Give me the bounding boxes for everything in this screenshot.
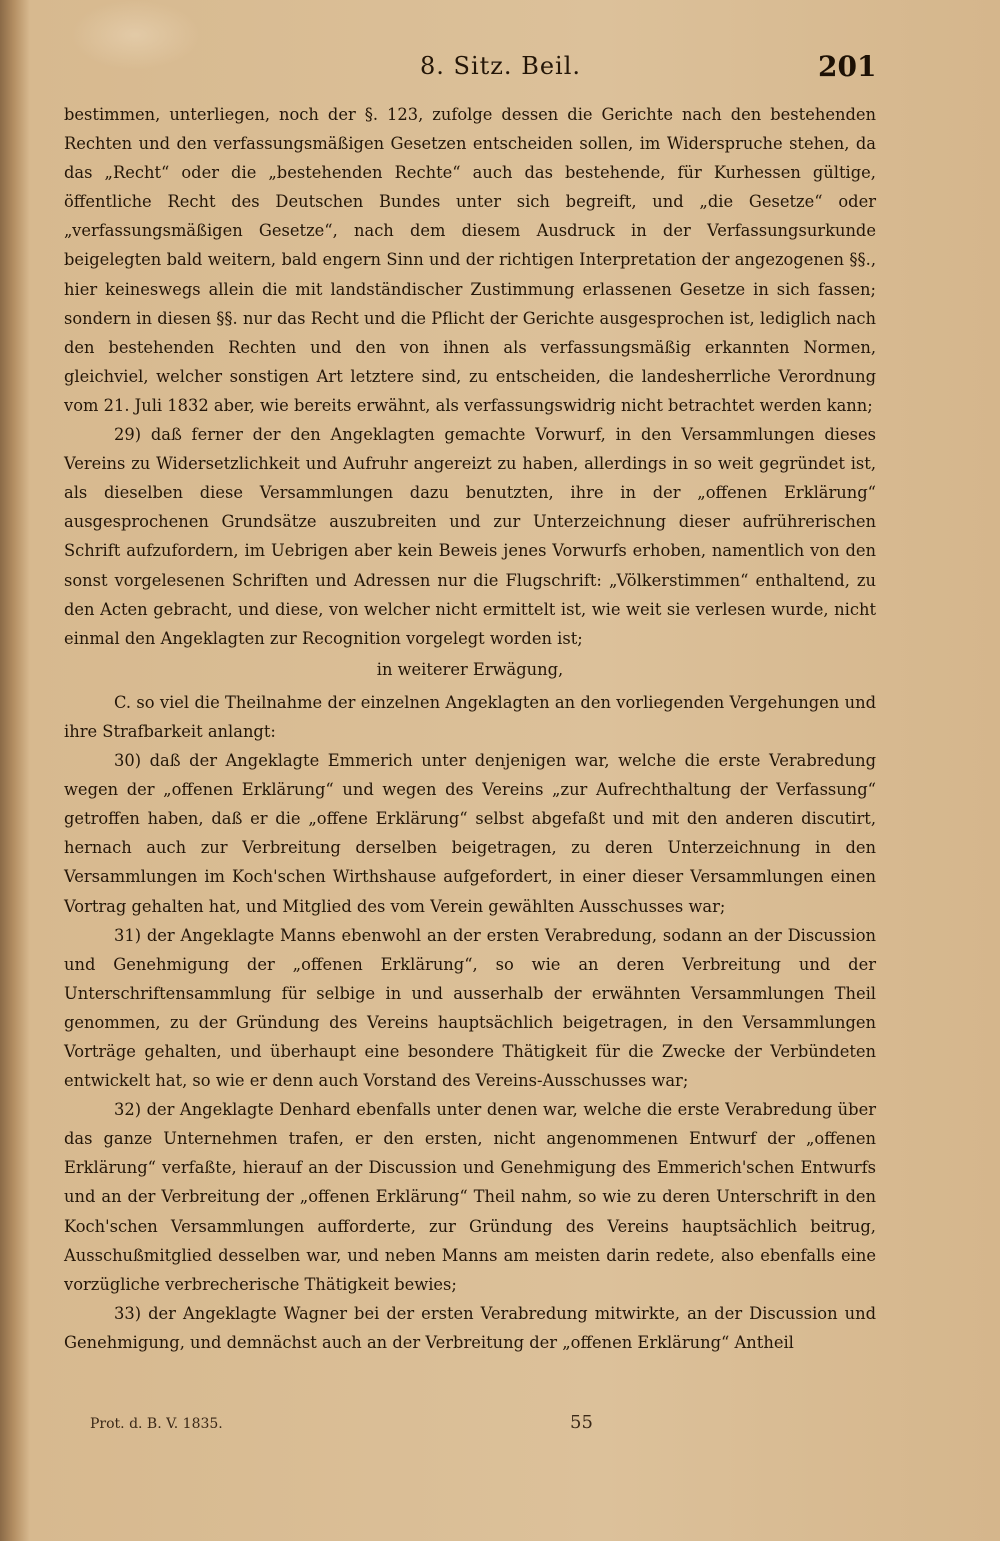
- paragraph-continuation: bestimmen, unterliegen, noch der §. 123, zufolge dessen die Gerichte nach den bestehenden Rechten und den verfassungsmäßigen Gesetzen entscheiden sollen, im Widerspruche stehen, da das „Recht“ oder die „bestehenden Rechte“ auch das bestehende, für Kurhessen gültige, öffentliche Recht des Deutschen Bundes unter sich begreift, und „die Gesetze“ oder „verfassungsmäßigen Gesetze“, nach dem diesem Ausdruck in der Verfassungsurkunde beigelegten bald weitern, bald engern Sinn und der richtigen Interpretation der angezogenen §§., hier keineswegs allein die mit landständischer Zustimmung erlassenen Gesetze in sich fassen; sondern in diesen §§. nur das Recht und die Pflicht der Gerichte ausgesprochen ist, lediglich nach den bestehenden Rechten und den von ihnen als verfassungsmäßig erkannten Normen, gleichviel, welcher sonstigen Art letztere sind, zu entscheiden, die landesherrliche Verordnung vom 21. Juli 1832 aber, wie bereits erwähnt, als verfassungswidrig nicht betrachtet werden kann;: [64, 105, 876, 415]
- paragraph-33: 33) der Angeklagte Wagner bei der ersten Verabredung mitwirkte, an der Discussion und Genehmigung, und demnächst auch an der Verbreitung der „offenen Erklärung“ Antheil: [64, 1303, 876, 1352]
- body-text: [64, 100, 876, 1357]
- section-heading: in weiterer Erwägung,: [376, 659, 564, 679]
- page-header: [0, 48, 1000, 88]
- footer-source: Prot. d. B. V. 1835.: [90, 1416, 223, 1432]
- paragraph-30: 30) daß der Angeklagte Emmerich unter denjenigen war, welche die erste Verabredung wegen der „offenen Erklärung“ und wegen des Vereins „zur Aufrechthaltung der Verfassung“ getroffen haben, daß er die „offene Erklärung“ selbst abgefaßt und mit den anderen discutirt, hernach auch zur Verbreitung derselben beigetragen, zu deren Unterzeichnung in den Versammlungen im Koch'schen Wirthshause aufgefordert, in einer dieser Versammlungen einen Vortrag gehalten hat, und Mitglied des vom Verein gewählten Ausschusses war;: [64, 751, 876, 916]
- running-head: 8. Sitz. Beil.: [420, 52, 582, 80]
- page-number: 201: [818, 50, 877, 83]
- signature-mark: 55: [570, 1412, 593, 1433]
- paragraph-29: 29) daß ferner der den Angeklagten gemachte Vorwurf, in den Versammlungen dieses Vereins zu Widersetzlichkeit und Aufruhr angereizt zu haben, allerdings in so weit gegründet ist, als dieselben diese Versammlungen dazu benutzten, ihre in der „offenen Erklärung“ ausgesprochenen Grundsätze auszubreiten und zur Unterzeichnung dieser aufrührerischen Schrift aufzufordern, im Uebrigen aber kein Beweis jenes Vorwurfs erhoben, namentlich von den sonst vorgelesenen Schriften und Adressen nur die Flugschrift: „Völkerstimmen“ enthaltend, zu den Acten gebracht, und diese, von welcher nicht ermittelt ist, wie weit sie verlesen wurde, nicht einmal den Angeklagten zur Recognition vorgelegt worden ist;: [64, 425, 876, 648]
- page-footer: [0, 1410, 1000, 1440]
- paragraph-32: 32) der Angeklagte Denhard ebenfalls unter denen war, welche die erste Verabredung über das ganze Unternehmen trafen, er den ersten, nicht angenommenen Entwurf der „offenen Erklärung“ verfaßte, hierauf an der Discussion und Genehmigung des Emmerich'schen Entwurfs und an der Verbreitung der „offenen Erklärung“ Theil nahm, so wie zu deren Unterschrift in den Koch'schen Versammlungen aufforderte, zur Gründung des Vereins hauptsächlich beitrug, Ausschußmitglied desselben war, und neben Manns am meisten darin redete, also ebenfalls eine vorzügliche verbrecherische Thätigkeit bewies;: [64, 1100, 876, 1294]
- paragraph-31: 31) der Angeklagte Manns ebenwohl an der ersten Verabredung, sodann an der Discussion und Genehmigung der „offenen Erklärung“, so wie an deren Verbreitung und der Unterschriftensammlung für selbige in und ausserhalb der erwähnten Versammlungen Theil genommen, zu der Gründung des Vereins hauptsächlich beigetragen, in den Versammlungen Vorträge gehalten, und überhaupt eine besondere Thätigkeit für die Zwecke der Verbündeten entwickelt hat, so wie er denn auch Vorstand des Vereins-Ausschusses war;: [64, 925, 876, 1091]
- paragraph-c: C. so viel die Theilnahme der einzelnen Angeklagten an den vorliegenden Vergehungen und ihre Strafbarkeit anlangt:: [64, 692, 876, 741]
